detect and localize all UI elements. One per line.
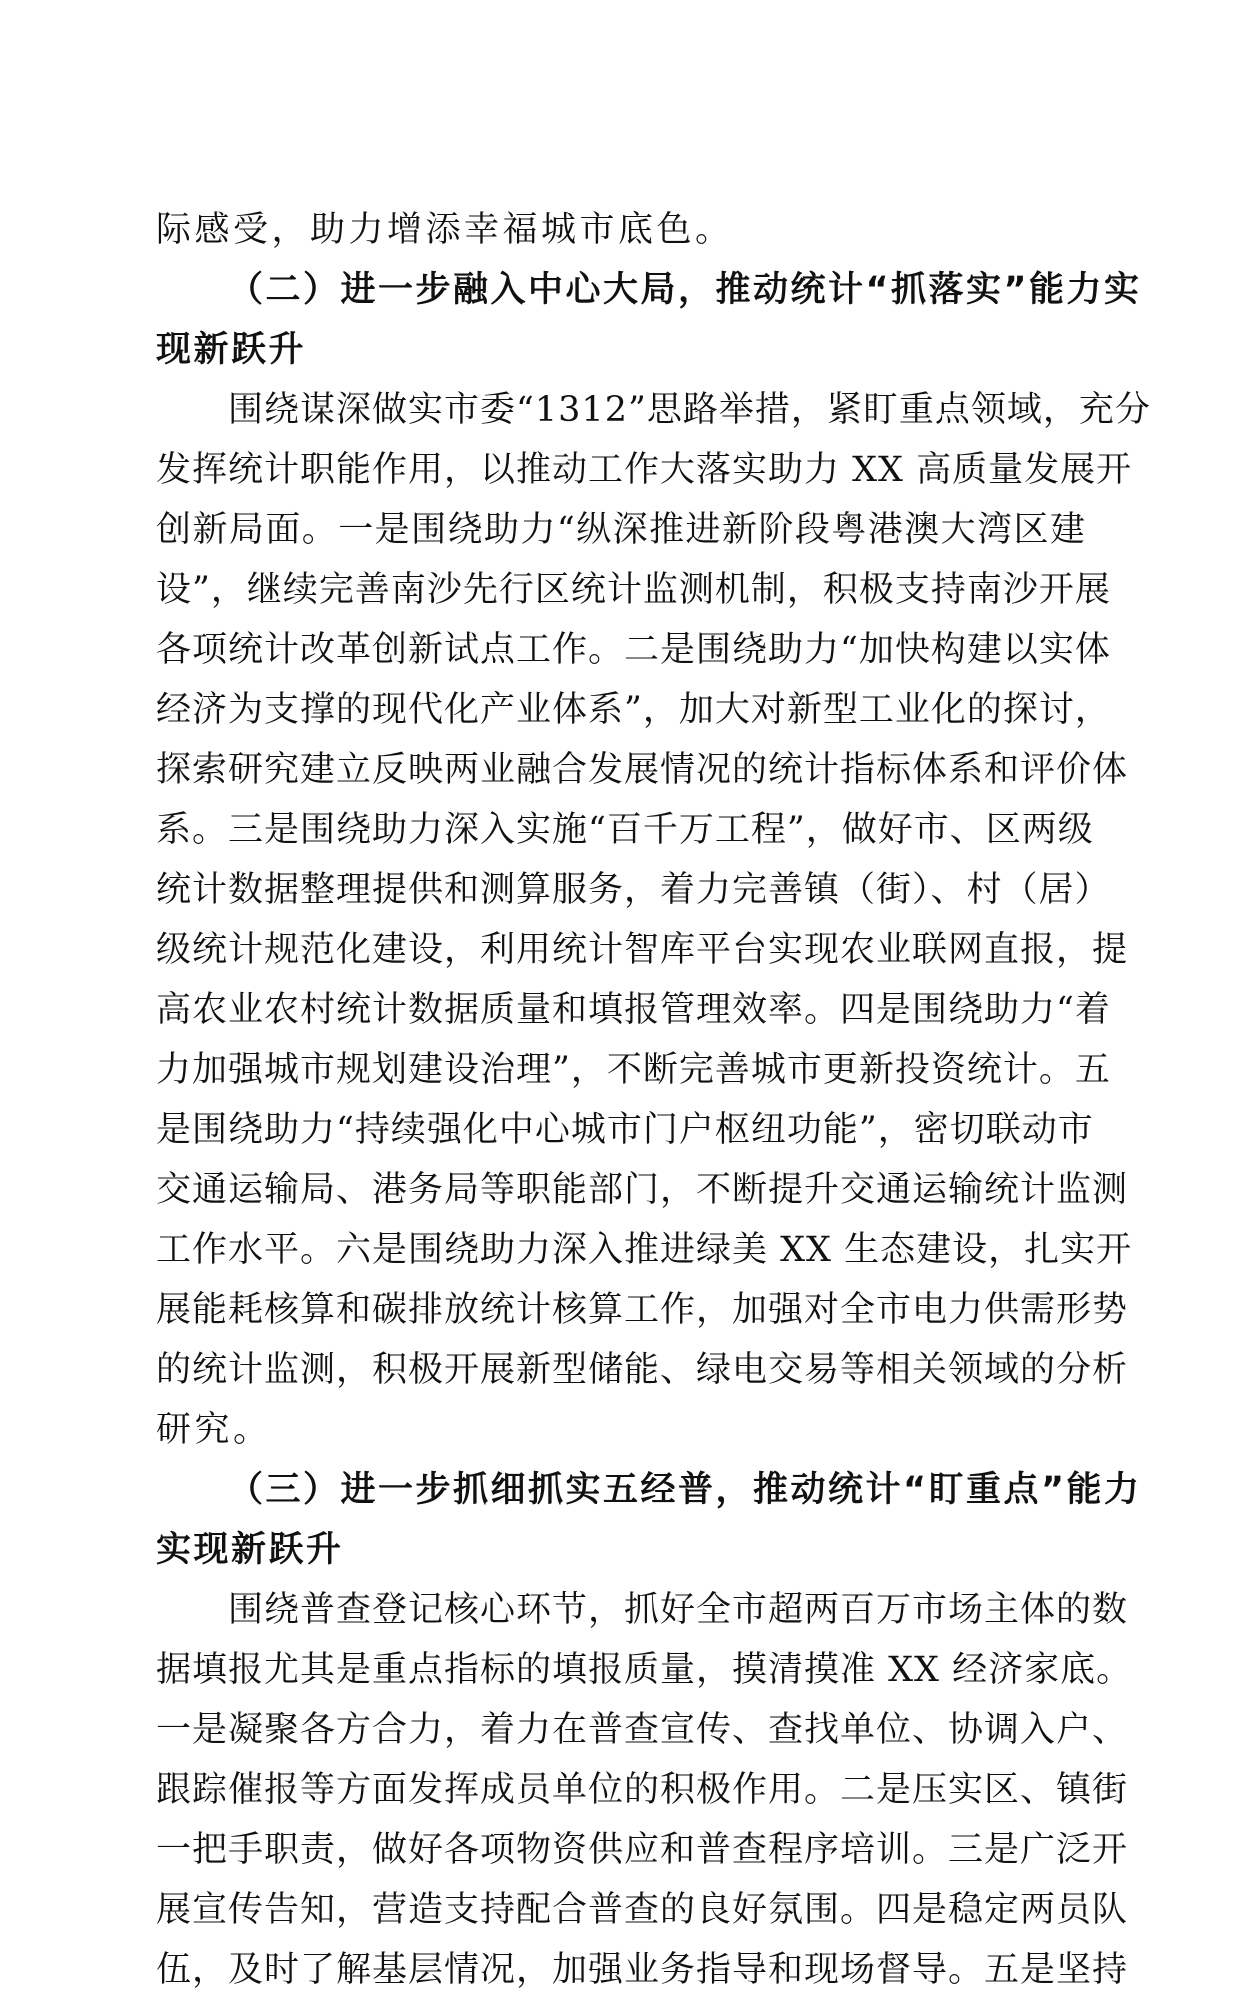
paragraph-2-line: 围绕普查登记核心环节，抓好全市超两百万市场主体的数 [228,1590,1129,1630]
paragraph-2-line: 伍，及时了解基层情况，加强业务指导和现场督导。五是坚持 [156,1950,1129,1990]
paragraph-2-line: 据填报尤其是重点指标的填报质量，摸清摸准 XX 经济家底。 [156,1650,1133,1690]
paragraph-1-line: 级统计规范化建设，利用统计智库平台实现农业联网直报，提 [156,930,1129,970]
section-heading-2-line-2: 现新跃升 [156,330,307,370]
paragraph-1-line: 力加强城市规划建设治理”，不断完善城市更新投资统计。五 [156,1050,1111,1090]
paragraph-1-line: 交通运输局、港务局等职能部门，不断提升交通运输统计监测 [156,1170,1129,1210]
section-heading-3-line-1: （三）进一步抓细抓实五经普，推动统计“盯重点”能力 [228,1470,1142,1510]
paragraph-1-line: 经济为支撑的现代化产业体系”，加大对新型工业化的探讨， [156,690,1111,730]
section-heading-3-line-2: 实现新跃升 [156,1530,344,1570]
paragraph-1-line: 统计数据整理提供和测算服务，着力完善镇（街）、村（居） [156,870,1111,910]
paragraph-continuation-line: 际感受，助力增添幸福城市底色。 [156,210,734,250]
paragraph-1-last-line: 研究。 [156,1410,272,1450]
paragraph-1-line: 设”，继续完善南沙先行区统计监测机制，积极支持南沙开展 [156,570,1111,610]
paragraph-1-line: 创新局面。一是围绕助力“纵深推进新阶段粤港澳大湾区建 [156,510,1086,550]
paragraph-1-line: 发挥统计职能作用，以推动工作大落实助力 XX 高质量发展开 [156,450,1133,490]
paragraph-2-line: 一是凝聚各方合力，着力在普查宣传、查找单位、协调入户、 [156,1710,1129,1750]
paragraph-1-line: 工作水平。六是围绕助力深入推进绿美 XX 生态建设，扎实开 [156,1230,1133,1270]
paragraph-1-line: 围绕谋深做实市委“1312”思路举措，紧盯重点领域，充分 [228,390,1151,430]
section-heading-2-line-1: （二）进一步融入中心大局，推动统计“抓落实”能力实 [228,270,1142,310]
paragraph-1-line: 的统计监测，积极开展新型储能、绿电交易等相关领域的分析 [156,1350,1129,1390]
paragraph-1-line: 各项统计改革创新试点工作。二是围绕助力“加快构建以实体 [156,630,1111,670]
paragraph-1-line: 探索研究建立反映两业融合发展情况的统计指标体系和评价体 [156,750,1129,790]
paragraph-1-line: 系。三是围绕助力深入实施“百千万工程”，做好市、区两级 [156,810,1094,850]
paragraph-2-line: 跟踪催报等方面发挥成员单位的积极作用。二是压实区、镇街 [156,1770,1129,1810]
paragraph-1-line: 是围绕助力“持续强化中心城市门户枢纽功能”，密切联动市 [156,1110,1094,1150]
document-body [156,200,1151,2000]
paragraph-1-line: 展能耗核算和碳排放统计核算工作，加强对全市电力供需形势 [156,1290,1129,1330]
paragraph-2-line: 一把手职责，做好各项物资供应和普查程序培训。三是广泛开 [156,1830,1129,1870]
paragraph-2-line: 展宣传告知，营造支持配合普查的良好氛围。四是稳定两员队 [156,1890,1129,1930]
paragraph-1-line: 高农业农村统计数据质量和填报管理效率。四是围绕助力“着 [156,990,1111,1030]
